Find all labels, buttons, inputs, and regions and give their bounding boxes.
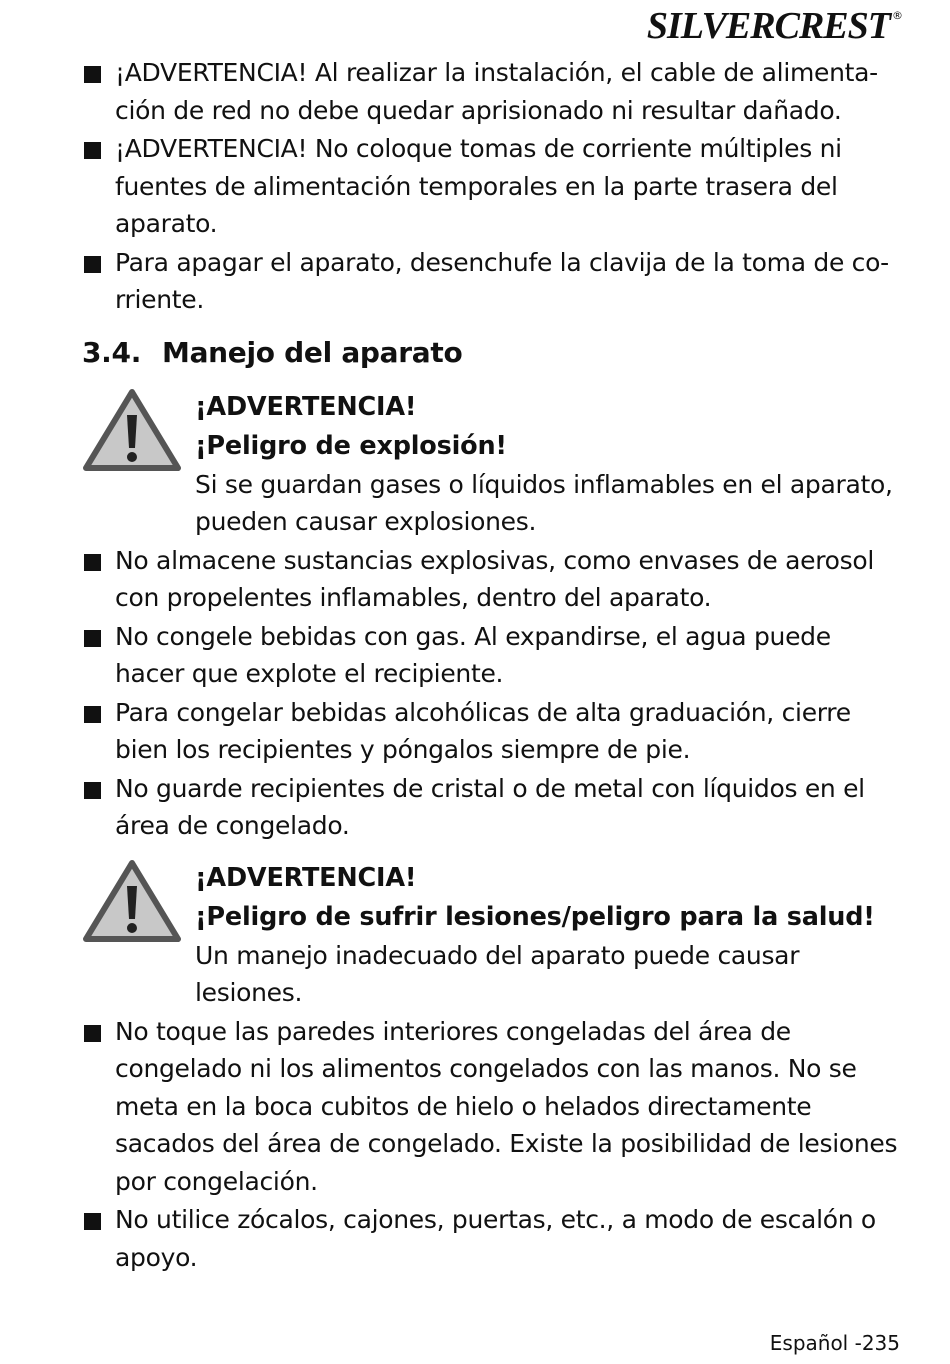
warning-triangle-icon [82,388,182,474]
square-bullet-icon [84,1025,101,1042]
section-title: Manejo del aparato [162,335,463,369]
list-item-text: No utilice zócalos, cajones, puertas, etc., a modo de escalón o apoyo. [115,1205,876,1272]
list-item [82,54,902,129]
list-item-text: No guarde recipientes de cristal o de metal con líquidos en el área de congelado. [115,773,865,840]
list-item [82,770,902,845]
list-item [82,1013,902,1201]
list-item-text: No congele bebidas con gas. Al expandirse, el agua puede hacer que explote el recipiente. [115,621,831,688]
list-item-text: No toque las paredes interiores congeladas del área de congelado ni los alimentos congelados con las manos. No se meta en la boca cubitos de hielo o helados directamente sacados del área de congelado. Existe la posibilidad de lesiones por congelación. [115,1016,898,1196]
section-number: 3.4. [82,335,142,369]
list-item-text: Para congelar bebidas alcohólicas de alta graduación, cierre bien los recipientes y póngalos siempre de pie. [115,697,851,764]
warning-text: Si se guardan gases o líquidos inflamables en el aparato, pueden causar explosiones. [195,469,893,536]
square-bullet-icon [84,706,101,723]
list-item [82,1201,902,1276]
square-bullet-icon [84,782,101,799]
page-content [82,54,902,1277]
square-bullet-icon [84,142,101,159]
list-item [82,694,902,769]
registered-mark: ® [892,9,903,22]
square-bullet-icon [84,256,101,273]
list-item-text: ¡ADVERTENCIA! Al realizar la instalación, el cable de alimentación de red no debe quedar aprisionado ni resultar dañado. [115,58,879,125]
warning-title: ¡Peligro de sufrir lesiones/peligro para la salud! [195,901,875,932]
list-item-text: ¡ADVERTENCIA! No coloque tomas de corriente múltiples ni fuentes de alimentación temporales en la parte trasera del aparato. [115,134,842,238]
warning-label: ¡ADVERTENCIA! [195,862,417,893]
section-heading [82,333,902,373]
square-bullet-icon [84,554,101,571]
warning-triangle-icon [82,859,182,945]
list-item [82,130,902,243]
warning-text: Un manejo inadecuado del aparato puede causar lesiones. [195,940,800,1007]
list-item [82,618,902,693]
warning-label: ¡ADVERTENCIA! [195,391,417,422]
warning-block-explosion [82,388,902,541]
list-item-text: No almacene sustancias explosivas, como envases de aerosol con propelentes inflamables, dentro del aparato. [115,545,875,612]
list-item-text: Para apagar el aparato, desenchufe la clavija de la toma de corriente. [115,247,890,314]
page-number: Español -235 [769,1331,900,1355]
square-bullet-icon [84,630,101,647]
silvercrest-logo [647,4,903,48]
square-bullet-icon [84,1213,101,1230]
warning-title: ¡Peligro de explosión! [195,430,507,461]
list-item [82,244,902,319]
brand-name: SILVERCREST [646,5,890,47]
list-item [82,542,902,617]
warning-block-injury [82,859,902,1012]
square-bullet-icon [84,66,101,83]
